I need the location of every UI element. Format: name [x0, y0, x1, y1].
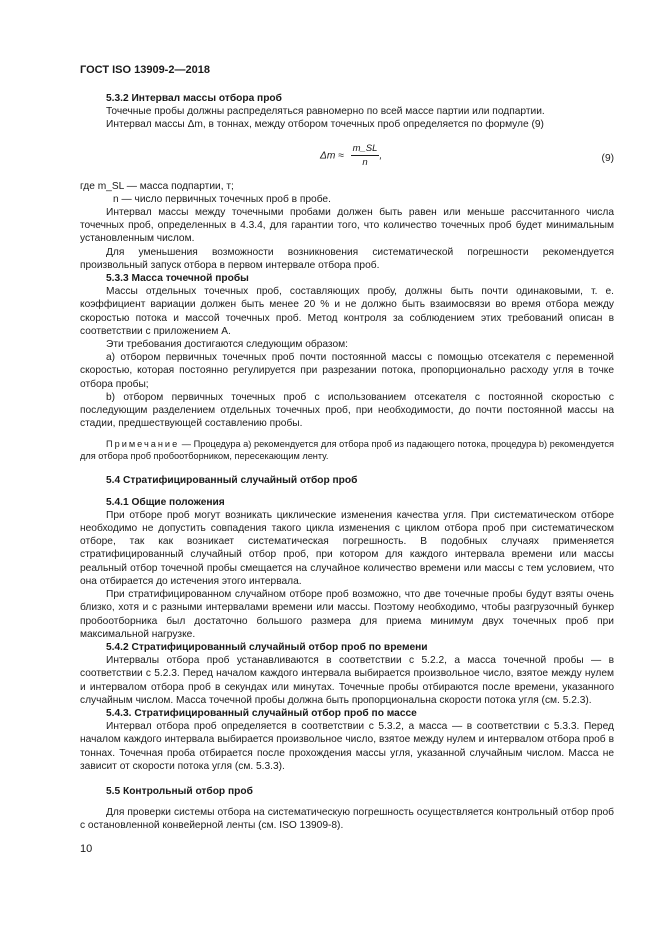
formula-tail: ,	[379, 150, 383, 161]
section-5-3-3-title: 5.3.3 Масса точечной пробы	[106, 273, 249, 285]
paragraph: При стратифицированном случайном отборе проб возможно, что две точечные пробы будут взяты очень близко, хотя и с разными интервалами времени или массы. Поэтому необходимо, чтобы разгрузочный бункер пробоотборника был достаточно большого размера для приема минимум двух точечных проб при максимальной нагрузке.	[80, 589, 614, 640]
paragraph: Для проверки системы отбора на систематическую погрешность осуществляется контрольный отбор проб с остановленной конвейерной ленты (см. ISO 13909-8).	[80, 807, 614, 832]
list-item-b: b) отбором первичных точечных проб с использованием отсекателя с постоянной скоростью с последующим разделением отдельных точечных проб, при необходимости, до почти постоянной массы на стадии, предшествующей составлению пробы.	[80, 391, 614, 430]
document-header: ГОСТ ISO 13909-2—2018	[80, 64, 210, 76]
formula-numerator: m_SL	[351, 142, 380, 156]
page-content	[80, 92, 614, 833]
paragraph: Интервал отбора проб определяется в соответствии с 5.3.2, а масса — в соответствии с 5.3.3. Перед началом каждого интервала выбирается произвольное число, взятое между нулем и интервалом отбора проб в тоннах. Точечная проба отбирается после прохождения массы угля, указанной случайным числом. Масса не зависит от скорости потока угля (см. 5.3.3).	[80, 721, 614, 772]
section-5-4-1-title: 5.4.1 Общие положения	[106, 496, 225, 508]
paragraph: Массы отдельных точечных проб, составляющих пробу, должны быть почти одинаковыми, т. е. коэффициент вариации должен быть менее 20 % и не должно быть взаимосвязи во время отбора между скоростью потока и массой точечных проб. Метод контроля за соблюдением этих требований описан в соответствии с приложением А.	[80, 286, 614, 337]
section-5-4-3-title: 5.4.3. Стратифицированный случайный отбор проб по массе	[106, 707, 417, 719]
formula-lhs: Δm ≈	[320, 150, 344, 161]
formula-number: (9)	[601, 152, 614, 164]
page-number: 10	[80, 843, 93, 855]
formula-9	[80, 138, 614, 178]
list-item-a: а) отбором первичных точечных проб почти постоянной массы с помощью отсекателя с переменной скоростью, которая постоянно регулируется при разрезании потока, пропорционально расходу угля в точке отбора пробы;	[80, 352, 614, 390]
section-5-5-title: 5.5 Контрольный отбор проб	[106, 785, 253, 797]
where-line-1: где m_SL — масса подпартии, т;	[80, 180, 234, 192]
section-5-3-2-title: 5.3.2 Интервал массы отбора проб	[106, 93, 282, 104]
paragraph: Интервалы отбора проб устанавливаются в соответствии с 5.2.2, а масса точечной пробы — в соответствии с 5.2.3. Перед началом каждого интервала выбирается произвольное число, взятое между нулем и интервалом отбора проб в секундах или минутах. Точечные пробы отбираются после времени, указанного случайным числом. Масса точечной пробы должна быть пропорциональна скорости потока угля (см. 5.2.3).	[80, 655, 614, 706]
paragraph: Интервал массы между точечными пробами должен быть равен или меньше рассчитанного числа точечных проб, определенных в 4.3.4, для гарантии того, что количество точечных проб будет минимальным установленным числом.	[80, 207, 614, 245]
where-line-2: n — число первичных точечных проб в пробе.	[113, 193, 331, 205]
paragraph: При отборе проб могут возникать циклические изменения качества угля. При систематическом отборе необходимо не допустить совпадения такого цикла изменения с циклом отбора проб при систематическом отборе, так как возникает систематическая погрешность. В подобных случаях применяется стратифицированный случайный отбор проб, при котором для каждого интервала времени или массы реальный отбор точечной пробы смещается на случайное количество времени или массы с тем условием, что она отбирается до истечения этого интервала.	[80, 509, 614, 587]
paragraph: Точечные пробы должны распределяться равномерно по всей массе партии или подпартии.	[106, 106, 545, 118]
section-5-4-2-title: 5.4.2 Стратифицированный случайный отбор проб по времени	[106, 641, 428, 653]
note-text: — Процедура а) рекомендуется для отбора проб из падающего потока, процедура b) рекомендуется для отбора проб пробоотборником, пересекающим ленту.	[80, 439, 614, 462]
formula-expression	[320, 142, 382, 169]
section-5-4-title: 5.4 Стратифицированный случайный отбор проб	[106, 475, 358, 487]
formula-fraction	[351, 142, 383, 169]
paragraph: Эти требования достигаются следующим образом:	[106, 339, 348, 351]
paragraph: Для уменьшения возможности возникновения систематической погрешности рекомендуется произвольный запуск отбора в первом интервале отбора проб.	[80, 246, 614, 271]
paragraph: Интервал массы Δm, в тоннах, между отбором точечных проб определяется по формуле (9)	[106, 119, 544, 131]
formula-denominator: n	[362, 156, 368, 168]
note-label: Примечание	[106, 439, 180, 450]
note	[80, 438, 614, 462]
